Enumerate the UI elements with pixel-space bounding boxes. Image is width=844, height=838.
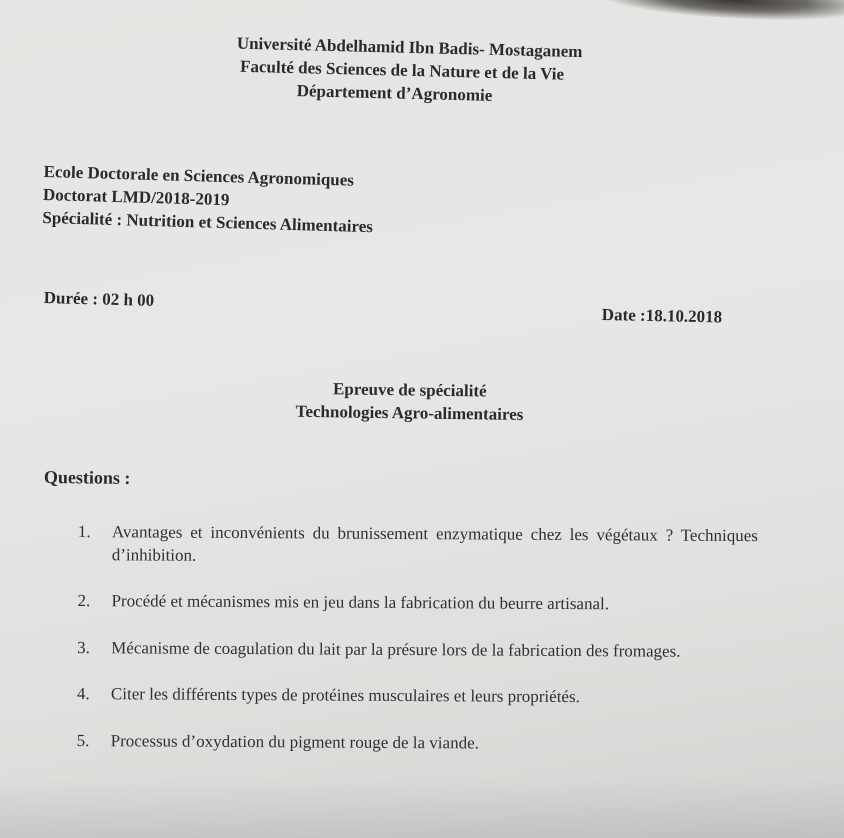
questions-heading: Questions : bbox=[43, 467, 131, 488]
doctoral-school: Ecole Doctorale en Sciences Agronomiques bbox=[43, 161, 355, 190]
exam-date: Date :18.10.2018 bbox=[601, 305, 723, 327]
question-number: 4. bbox=[76, 684, 90, 704]
exam-duration: Durée : 02 h 00 bbox=[43, 288, 155, 310]
question-text: Processus d’oxydation du pigment rouge de la viande. bbox=[110, 731, 479, 753]
program-info bbox=[42, 160, 374, 238]
specialty: Spécialité : Nutrition et Sciences Alimentaires bbox=[42, 207, 374, 237]
doctorate-year: Doctorat LMD/2018-2019 bbox=[42, 184, 230, 210]
question-number: 5. bbox=[76, 731, 90, 751]
department-name: Département d’Agronomie bbox=[296, 81, 493, 105]
institution-header bbox=[168, 30, 650, 111]
question-text: Avantages et inconvénients du brunissement enzymatique chez les végétaux ? Techniques d’inhibition. bbox=[111, 522, 758, 565]
question-text: Procédé et mécanismes mis en jeu dans la fabrication du beurre artisanal. bbox=[111, 591, 610, 614]
question-text: Mécanisme de coagulation du lait par la présure lors de la fabrication des fromages. bbox=[111, 638, 681, 661]
exam-title bbox=[239, 376, 580, 427]
question-item bbox=[73, 729, 757, 756]
faculty-name: Faculté des Sciences de la Nature et de la Vie bbox=[239, 56, 565, 84]
question-number: 3. bbox=[77, 638, 91, 658]
exam-subject: Technologies Agro-alimentaires bbox=[295, 401, 524, 424]
question-text: Citer les différents types de protéines musculaires et leurs propriétés. bbox=[110, 684, 580, 707]
question-item bbox=[73, 682, 757, 709]
question-item bbox=[73, 636, 757, 663]
corner-shadow bbox=[603, 0, 844, 25]
exam-type: Epreuve de spécialité bbox=[332, 379, 487, 401]
question-number: 1. bbox=[77, 522, 91, 542]
question-item bbox=[73, 589, 757, 616]
question-number: 2. bbox=[77, 591, 91, 611]
questions-list bbox=[73, 520, 758, 756]
bottom-shadow bbox=[0, 778, 844, 838]
university-name: Université Abdelhamid Ibn Badis- Mostaganem bbox=[236, 33, 583, 62]
question-item bbox=[74, 520, 758, 570]
